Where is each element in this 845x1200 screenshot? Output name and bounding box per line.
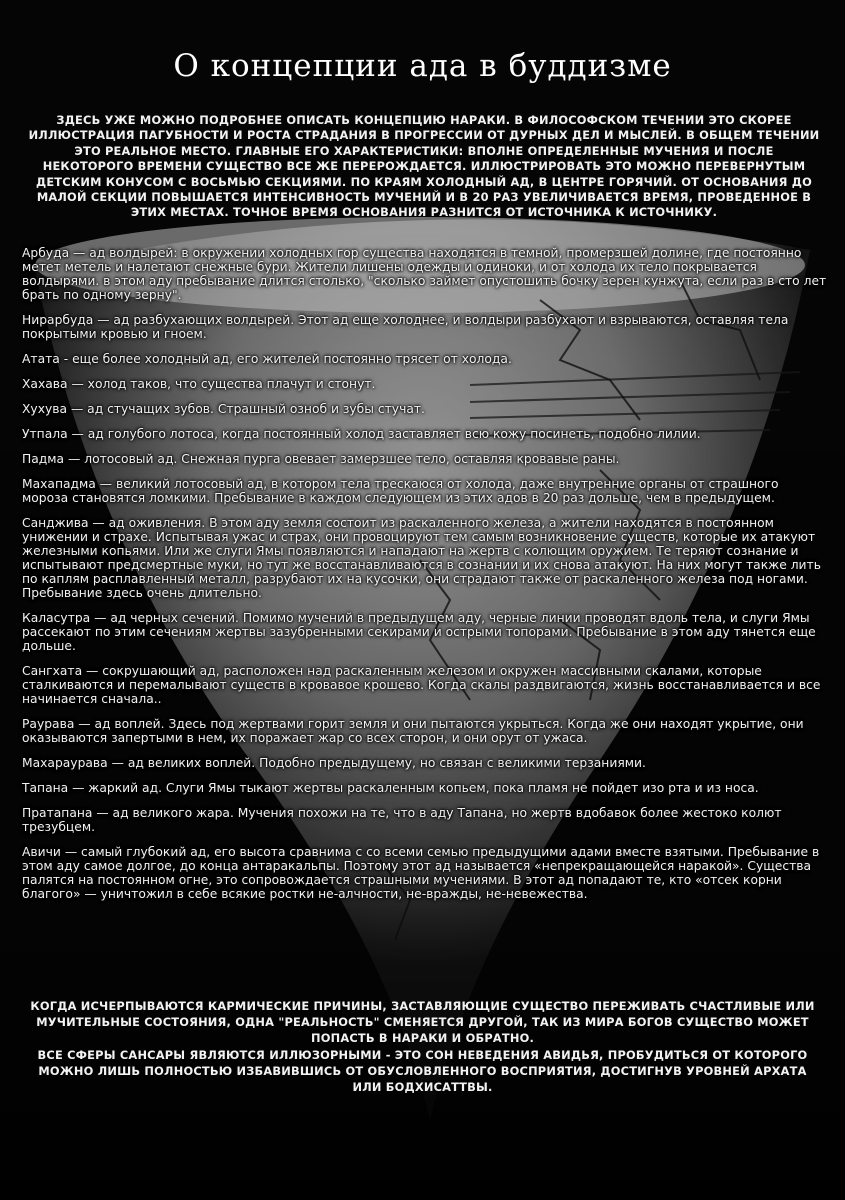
hell-entry-pratapana: Пратапана — ад великого жара. Мучения похожи на те, что в аду Тапана, но жертв вдобавок более жестоко колют трезубцем. — [22, 806, 782, 834]
hell-entry-kalasutra: Каласутра — ад черных сечений. Помимо мучений в предыдущем аду, черные линии проводят вдоль тела, и слуги Ямы рассекают по этим сечениям жертвы зазубренными секирами и острыми топорами. Пребывание в этом аду тянется еще дольше. — [22, 611, 816, 653]
intro-paragraph: ЗДЕСЬ УЖЕ МОЖНО ПОДРОБНЕЕ ОПИСАТЬ КОНЦЕПЦИЮ НАРАКИ. В ФИЛОСОФСКОМ ТЕЧЕНИИ ЭТО СКОРЕЕ ИЛЛЮСТРАЦИЯ ПАГУБНОСТИ И РОСТА СТРАДАНИЯ В ПРОГРЕССИИ ОТ ДУРНЫХ ДЕЛ И МЫСЛЕЙ. В ОБЩЕМ ТЕЧЕНИИ ЭТО РЕАЛЬНОЕ МЕСТО. ГЛАВНЫЕ ЕГО ХАРАКТЕРИСТИКИ: ВПОЛНЕ ОПРЕДЕЛЕННЫЕ МУЧЕНИЯ И ПОСЛЕ НЕКОТОРОГО ВРЕМЕНИ СУЩЕСТВО ВСЕ ЖЕ ПЕРЕРОЖДАЕТСЯ. ИЛЛЮСТРИРОВАТЬ ЭТО МОЖНО ПЕРЕВЕРНУТЫМ ДЕТСКИМ КОНУСОМ С ВОСЬМЬЮ СЕКЦИЯМИ. ПО КРАЯМ ХОЛОДНЫЙ АД, В ЦЕНТРЕ ГОРЯЧИЙ. ОТ ОСНОВАНИЯ ДО МАЛОЙ СЕКЦИИ ПОВЫШАЕТСЯ ИНТЕНСИВНОСТЬ МУЧЕНИЙ И В 20 РАЗ УВЕЛИЧИВАЕТСЯ ВРЕМЯ, ПРОВЕДЕННОЕ В ЭТИХ МЕСТАХ. ТОЧНОЕ ВРЕМЯ ОСНОВАНИЯ РАЗНИТСЯ ОТ ИСТОЧНИКА К ИСТОЧНИКУ. — [28, 113, 820, 220]
hell-entry-tapana: Тапана — жаркий ад. Слуги Ямы тыкают жертвы раскаленным копьем, пока пламя не пойдет изо рта и из носа. — [22, 781, 759, 795]
hell-entry-maharaurava: Махараурава — ад великих воплей. Подобно предыдущему, но связан с великими терзаниями. — [22, 756, 646, 770]
hell-entry-avichi: Авичи — самый глубокий ад, его высота сравнима с со всеми семью предыдущими адами вместе взятыми. Пребывание в этом аду самое долгое, до конца антаракальпы. Поэтому этот ад называется «непрекращающейся наракой». Существа палятся на постоянном огне, это сопровождается страшными мучениями. В этот ад попадают те, кто «отсек корни благого» — уничтожил в себе всякие ростки не-алчности, не-вражды, не-невежества. — [22, 845, 820, 901]
hell-entry-hahava: Хахава — холод таков, что существа плачут и стонут. — [22, 377, 376, 391]
outro-paragraph-karma: КОГДА ИСЧЕРПЫВАЮТСЯ КАРМИЧЕСКИЕ ПРИЧИНЫ, ЗАСТАВЛЯЮЩИЕ СУЩЕСТВО ПЕРЕЖИВАТЬ СЧАСТЛИВЫЕ ИЛИ МУЧИТЕЛЬНЫЕ СОСТОЯНИЯ, ОДНА "РЕАЛЬНОСТЬ" СМЕНЯЕТСЯ ДРУГОЙ, ТАК ИЗ МИРА БОГОВ СУЩЕСТВО МОЖЕТ ПОПАСТЬ В НАРАКИ И ОБРАТНО. — [30, 999, 815, 1046]
hell-entry-mahapadma: Махападма — великий лотосовый ад, в котором тела трескаюся от холода, даже внутренние органы от страшного мороза становятся ломкими. Пребывание в каждом следующем из этих адов в 20 раз дольше, чем в предыдущем. — [22, 477, 779, 505]
hell-entry-atata: Атата - еще более холодный ад, его жителей постоянно трясет от холода. — [22, 352, 512, 366]
page-title: О концепции ада в буддизме — [173, 48, 672, 84]
outro-block — [30, 998, 815, 1095]
hell-entry-arbuda: Арбуда — ад волдырей: в окружении холодных гор существа находятся в темной, промерзшей долине, где постоянно метет метель и налетают снежные бури. Жители лишены одежды и одиноки, и от холода их тело покрывается волдырями. в этом аду пребывание длится столько, "сколько займет опустошить бочку зерен кунжута, если раз в сто лет брать по одному зерну". — [22, 246, 827, 302]
hell-entry-sanghata: Сангхата — сокрушающий ад, расположен над раскаленным железом и окружен массивными скалами, которые сталкиваются и перемалывают существ в кровавое крошево. Когда скалы раздвигаются, жизнь восстанавливается и все начинается сначала.. — [22, 664, 821, 706]
hell-entry-utpala: Утпала — ад голубого лотоса, когда постоянный холод заставляет всю кожу посинеть, подобно лилии. — [22, 427, 701, 441]
hell-entry-nirarbuda: Нирарбуда — ад разбухающих волдырей. Этот ад еще холоднее, и волдыри разбухают и взрываются, оставляя тела покрытыми кровью и гноем. — [22, 313, 789, 341]
hell-list — [22, 246, 827, 912]
hell-entry-huhuva: Хухува — ад стучащих зубов. Страшный озноб и зубы стучат. — [22, 402, 425, 416]
hell-entry-padma: Падма — лотосовый ад. Снежная пурга овевает замерзшее тело, оставляя кровавые раны. — [22, 452, 620, 466]
hell-entry-sanjiva: Санджива — ад оживления. В этом аду земля состоит из раскаленного железа, а жители находятся в постоянном унижении и страхе. Испытывая ужас и страх, они провоцируют тем самым возникновение существ, которые их атакуют железными копьями. Или же слуги Ямы появляются и нападают на жертв с колющим оружием. Те теряют сознание и испытывают предсмертные муки, но тут же восстанавливаются в сознании и их снова атакуют. На них могут также лить по каплям расплавленный металл, разрубают их на кусочки, они страдают также от раскаленного железа под ногами. Пребывание здесь очень длительно. — [22, 516, 821, 600]
hell-entry-raurava: Раурава — ад воплей. Здесь под жертвами горит земля и они пытаются укрыться. Когда же они находят укрытие, они оказываются запертыми в нем, их поражает жар со всех сторон, и они орут от ужаса. — [22, 717, 804, 745]
outro-paragraph-samsara: ВСЕ СФЕРЫ САНСАРЫ ЯВЛЯЮТСЯ ИЛЛЮЗОРНЫМИ - ЭТО СОН НЕВЕДЕНИЯ АВИДЬЯ, ПРОБУДИТЬСЯ ОТ КОТОРОГО МОЖНО ЛИШЬ ПОЛНОСТЬЮ ИЗБАВИВШИСЬ ОТ ОБУСЛОВЛЕННОГО ВОСПРИЯТИЯ, ДОСТИГНУВ УРОВНЕЙ АРХАТА ИЛИ БОДХИСАТТВЫ. — [37, 1047, 808, 1095]
